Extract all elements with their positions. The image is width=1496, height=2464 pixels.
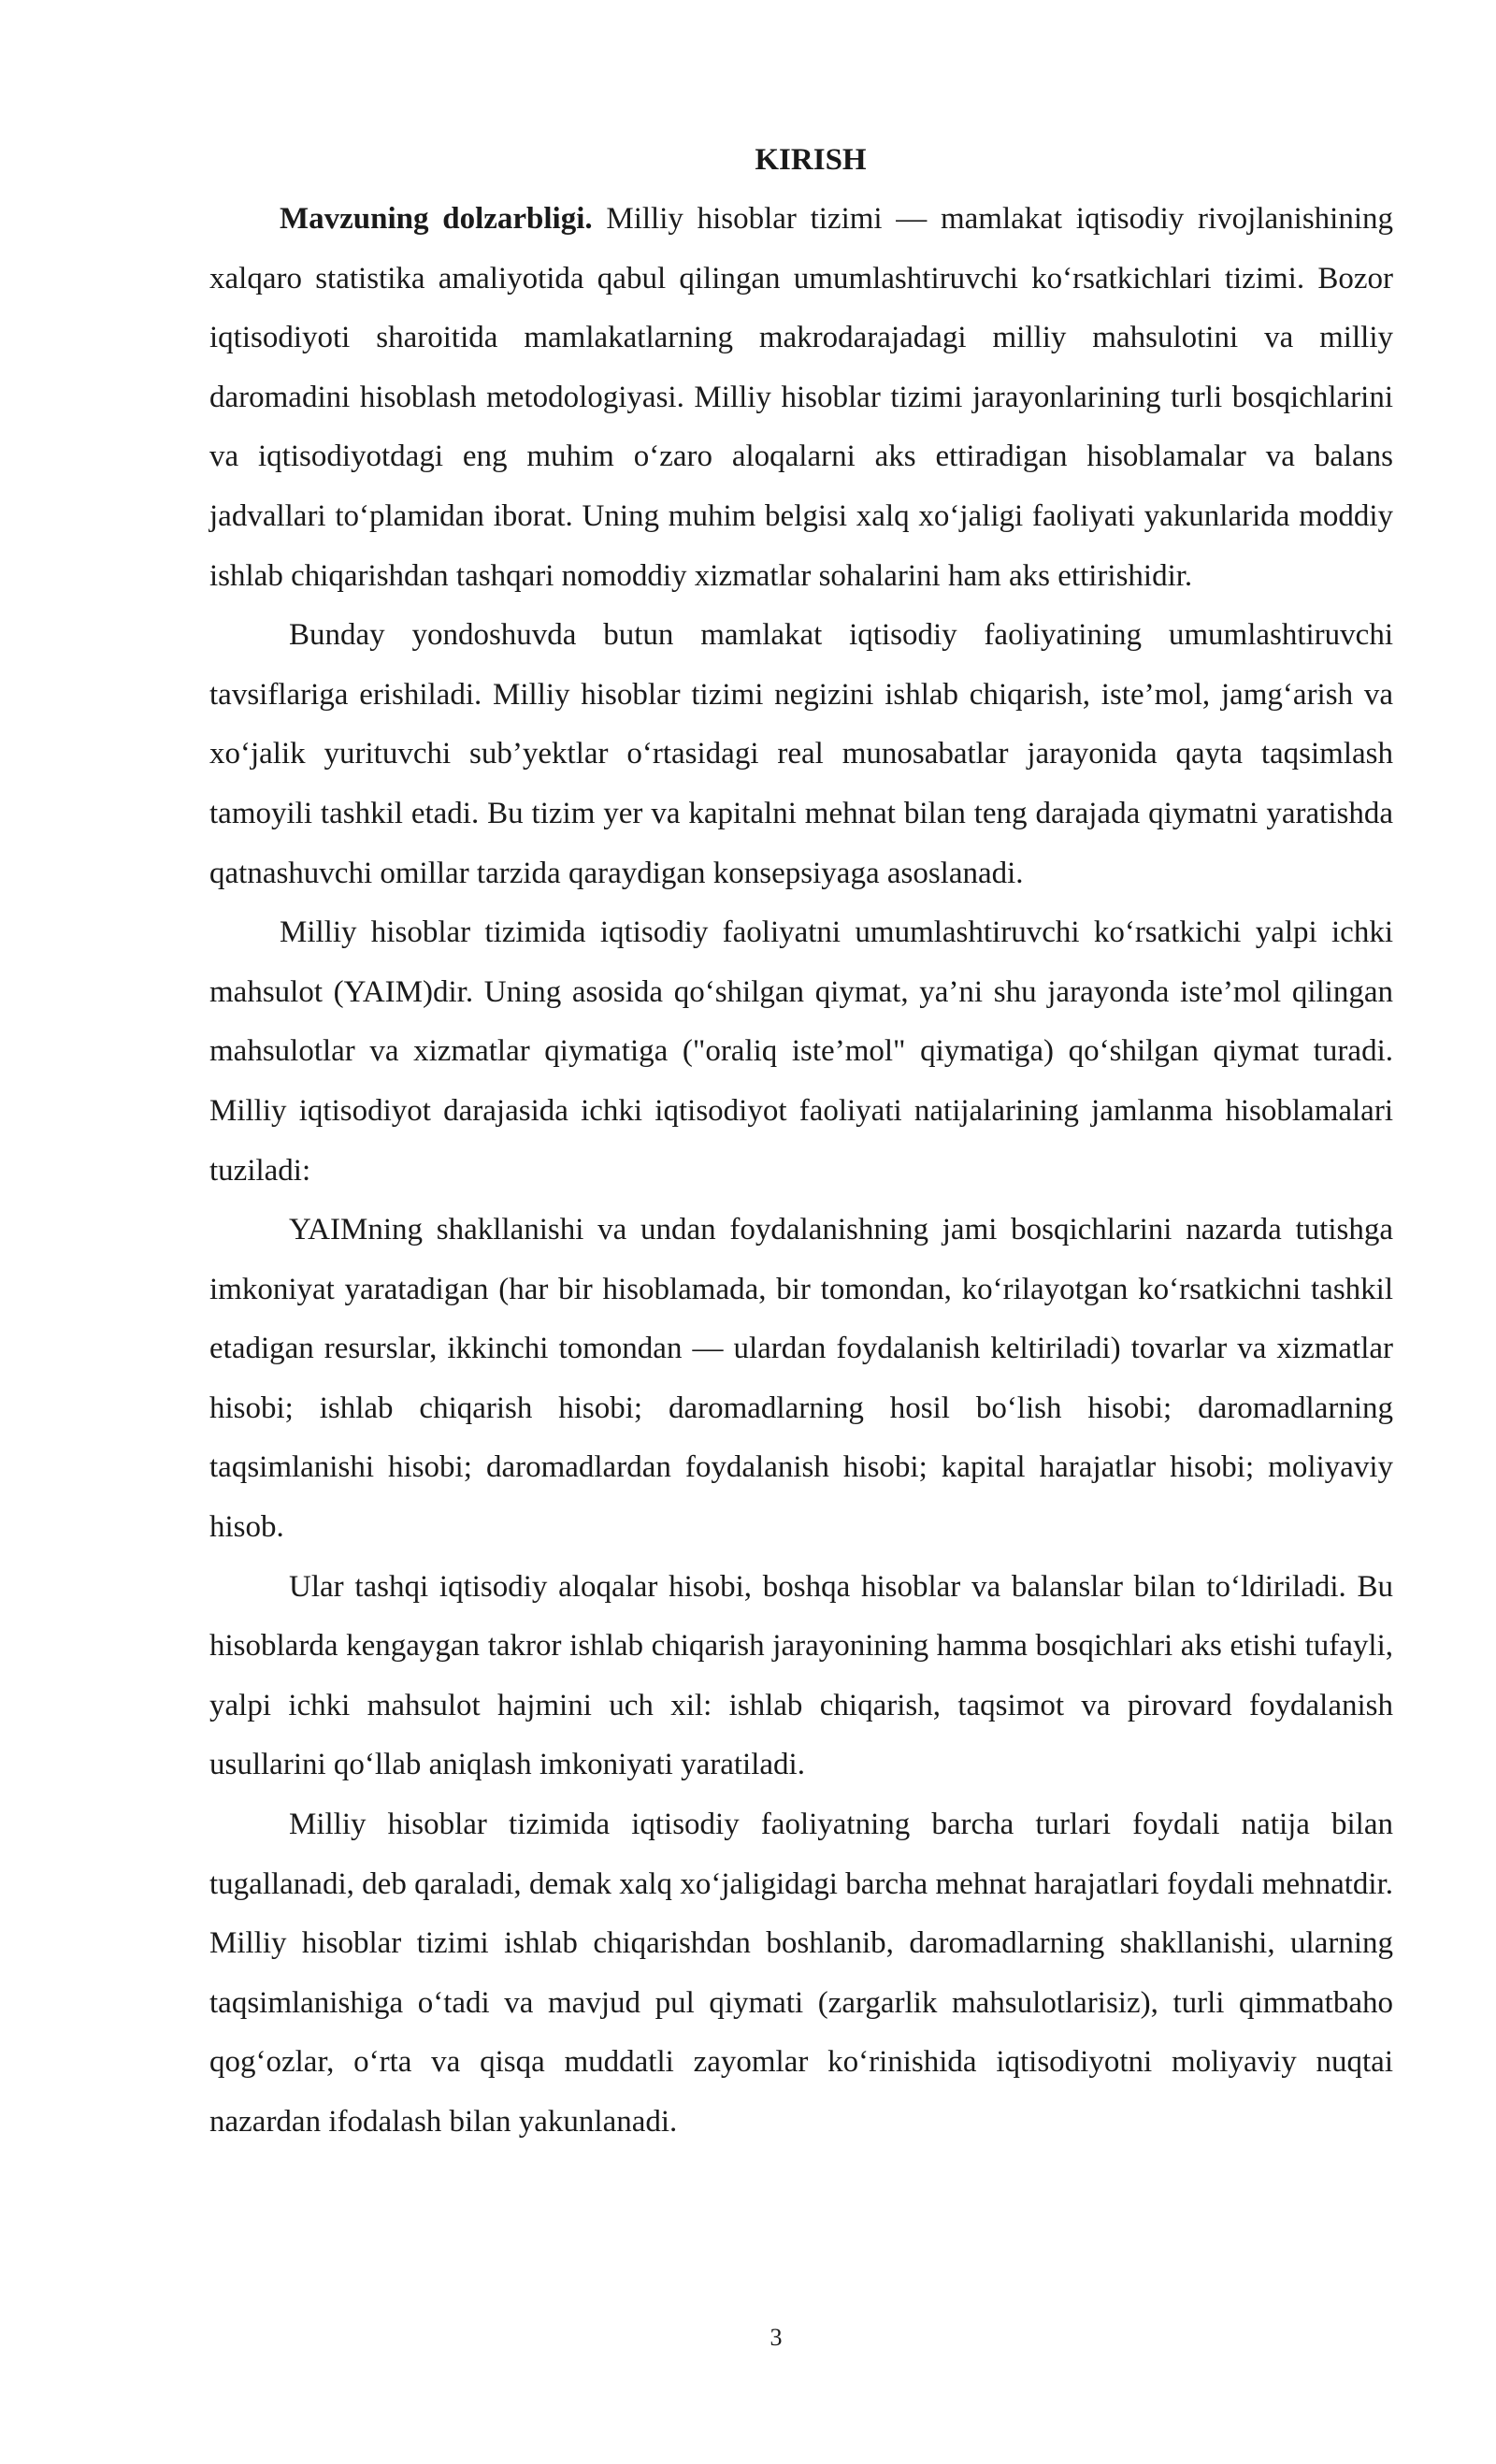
paragraph-conclusion: [209, 1795, 1393, 2153]
paragraph-relevance: [209, 190, 1393, 606]
paragraph-text: Milliy hisoblar tizimida iqtisodiy faoliyatning barcha turlari foydali natija bilan tugallanadi, deb qaraladi, demak xalq xo‘jaligidagi barcha mehnat harajatlari foydali mehnatdir. Milliy hisoblar tizimi ishlab chiqarishdan boshlanib, daromadlarning shakllanishi, ularning taqsimlanishiga o‘tadi va mavjud pul qiymati (zargarlik mahsulotlarisiz), turli qimmatbaho qog‘ozlar, o‘rta va qisqa muddatli zayomlar ko‘rinishida iqtisodiyotni moliyaviy nuqtai nazardan ifodalash bilan yakunlanadi.: [209, 1808, 1393, 2139]
paragraph-text: Bunday yondoshuvda butun mamlakat iqtisodiy faoliyatining umumlashtiruvchi tavsiflariga erishiladi. Milliy hisoblar tizimi negizini ishlab chiqarish, iste’mol, jamg‘arish va xo‘jalik yurituvchi sub’yektlar o‘rtasidagi real munosabatlar jarayonida qayta taqsimlash tamoyili tashkil etadi. Bu tizim yer va kapitalni mehnat bilan teng darajada qiymatni yaratishda qatnashuvchi omillar tarzida qaraydigan konsepsiyaga asoslanadi.: [209, 618, 1393, 890]
paragraph-gdp: [209, 903, 1393, 1201]
paragraph-external: [209, 1558, 1393, 1795]
paragraph-lead: Mavzuning dolzarbligi.: [280, 202, 593, 236]
paragraph-accounts: [209, 1201, 1393, 1558]
paragraph-text: Milliy hisoblar tizimi — mamlakat iqtisodiy rivojlanishining xalqaro statistika amaliyotida qabul qilingan umumlashtiruvchi ko‘rsatkichlari tizimi. Bozor iqtisodiyoti sharoitida mamlakatlarning makrodarajadagi milliy mahsulotini va milliy daromadini hisoblash metodologiyasi. Milliy hisoblar tizimi jarayonlarining turli bosqichlarini va iqtisodiyotdagi eng muhim o‘zaro aloqalarni aks ettiradigan hisoblamalar va balans jadvallari to‘plamidan iborat. Uning muhim belgisi xalq xo‘jaligi faoliyati yakunlarida moddiy ishlab chiqarishdan tashqari nomoddiy xizmatlar sohalarini ham aks ettirishidir.: [209, 202, 1393, 593]
document-page: [209, 131, 1393, 2153]
page-number: 3: [770, 2324, 783, 2351]
paragraph-text: Ular tashqi iqtisodiy aloqalar hisobi, boshqa hisoblar va balanslar bilan to‘ldiriladi. Bu hisoblarda kengaygan takror ishlab chiqarish jarayonining hamma bosqichlari aks etishi tufayli, yalpi ichki mahsulot hajmini uch xil: ishlab chiqarish, taqsimot va pirovard foydalanish usullarini qo‘llab aniqlash imkoniyati yaratiladi.: [209, 1569, 1393, 1782]
paragraph-approach: [209, 606, 1393, 903]
page-title: KIRISH: [755, 143, 867, 177]
paragraph-text: YAIMning shakllanishi va undan foydalanishning jami bosqichlarini nazarda tutishga imkoniyat yaratadigan (har bir hisoblamada, bir tomondan, ko‘rilayotgan ko‘rsatkichni tashkil etadigan resurslar, ikkinchi tomondan — ulardan foydalanish keltiriladi) tovarlar va xizmatlar hisobi; ishlab chiqarish hisobi; daromadlarning hosil bo‘lish hisobi; daromadlarning taqsimlanishi hisobi; daromadlardan foydalanish hisobi; kapital harajatlar hisobi; moliyaviy hisob.: [209, 1213, 1393, 1545]
paragraph-text: Milliy hisoblar tizimida iqtisodiy faoliyatni umumlashtiruvchi ko‘rsatkichi yalpi ichki mahsulot (YAIM)dir. Uning asosida qo‘shilgan qiymat, ya’ni shu jarayonda iste’mol qilingan mahsulotlar va xizmatlar qiymatiga ("oraliq iste’mol" qiymatiga) qo‘shilgan qiymat turadi. Milliy iqtisodiyot darajasida ichki iqtisodiyot faoliyati natijalarining jamlanma hisoblamalari tuziladi:: [209, 915, 1393, 1188]
